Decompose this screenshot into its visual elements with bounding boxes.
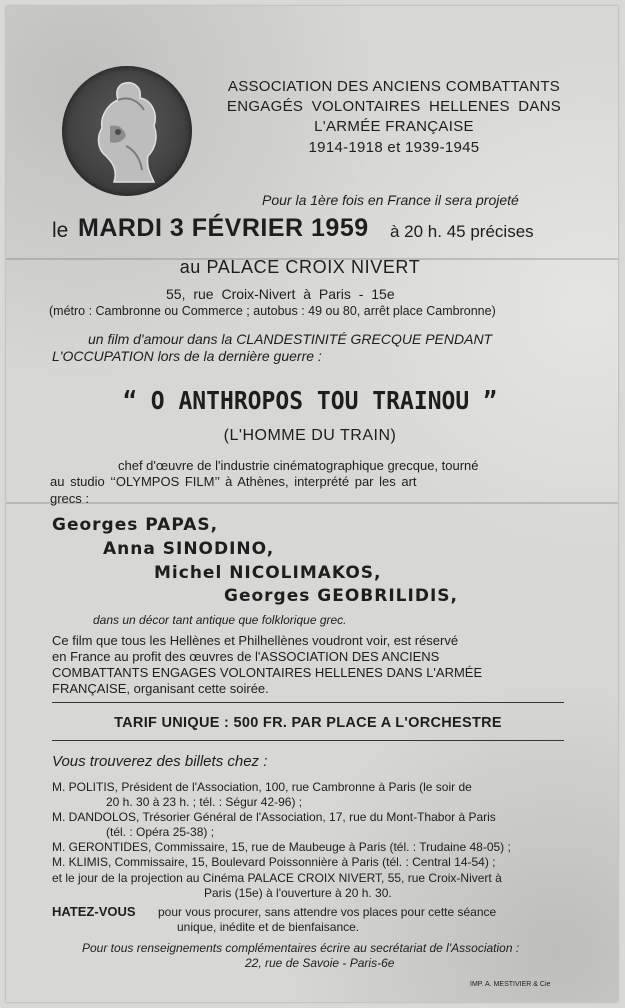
- venue-transport: (métro : Cambronne ou Commerce ; autobus : 49 ou 80, arrêt place Cambronne): [49, 304, 496, 318]
- venue-name: au PALACE CROIX NIVERT: [179, 257, 421, 277]
- seller-klimis: M. KLIMIS, Commissaire, 15, Boulevard Poissonnière à Paris (tél. : Central 14-54) ;: [52, 855, 496, 869]
- intro-text: Pour la 1ère fois en France il sera projeté: [262, 192, 519, 208]
- hatez-line-1: pour vous procurer, sans attendre vos places pour cette séance: [158, 905, 497, 919]
- purpose-line-1: Ce film que tous les Hellènes et Philhellènes voudront voir, est réservé: [52, 633, 459, 648]
- header-line-1: ASSOCIATION DES ANCIENS COMBATTANTS: [227, 78, 561, 95]
- purpose-line-2: en France au profit des œuvres de l'ASSOCIATION DES ANCIENS: [52, 649, 440, 664]
- tickets-heading: Vous trouverez des billets chez :: [52, 753, 268, 770]
- cast-member-2: Anna SINODINO,: [103, 539, 275, 559]
- helmet-medallion: [62, 66, 192, 196]
- seller-gerontides: M. GERONTIDES, Commissaire, 15, rue de Maubeuge à Paris (tél. : Trudaine 48-05) ;: [52, 840, 511, 854]
- fold-line: [6, 502, 618, 504]
- venue-address: 55, rue Croix-Nivert à Paris - 15e: [166, 286, 395, 302]
- header-line-3: L'ARMÉE FRANÇAISE: [314, 118, 474, 135]
- event-time: à 20 h. 45 précises: [390, 222, 534, 241]
- film-title: “ O ANTHROPOS TOU TRAINOU ”: [123, 386, 497, 415]
- header-line-2: ENGAGÉS VOLONTAIRES HELLENES DANS: [226, 98, 562, 115]
- seller-politis-hours: 20 h. 30 à 23 h. ; tél. : Ségur 42-96) ;: [106, 795, 303, 809]
- warrior-helmet-icon: [62, 66, 192, 196]
- tarif-rule: [52, 702, 564, 703]
- purpose-line-3: COMBATTANTS ENGAGES VOLONTAIRES HELLENES DANS L'ARMÉE: [52, 665, 483, 680]
- tarif-text: TARIF UNIQUE : 500 FR. PAR PLACE A L'ORCHESTRE: [114, 715, 502, 731]
- cast-member-1: Georges PAPAS,: [52, 515, 219, 535]
- production-line-1: chef d'œuvre de l'industrie cinématographique grecque, tourné: [118, 458, 479, 473]
- tarif-rule-bottom: [52, 740, 564, 741]
- hatez-label: HATEZ-VOUS: [52, 904, 136, 919]
- event-date: MARDI 3 FÉVRIER 1959: [78, 214, 369, 242]
- decor-note: dans un décor tant antique que folklorique grec.: [93, 613, 347, 627]
- footer-line-1: Pour tous renseignements complémentaires écrire au secrétariat de l'Association :: [82, 941, 520, 955]
- header-dates: 1914-1918 et 1939-1945: [308, 139, 480, 156]
- seller-cinema: et le jour de la projection au Cinéma PALACE CROIX NIVERT, 55, rue Croix-Nivert à: [52, 871, 502, 885]
- cast-member-3: Michel NICOLIMAKOS,: [154, 563, 382, 583]
- seller-dandolos: M. DANDOLOS, Trésorier Général de l'Association, 17, rue du Mont-Thabor à Paris: [52, 810, 496, 824]
- film-description-2: L'OCCUPATION lors de la dernière guerre :: [52, 348, 322, 364]
- film-description-1: un film d'amour dans la CLANDESTINITÉ GRECQUE PENDANT: [88, 331, 493, 347]
- cast-member-4: Georges GEOBRILIDIS,: [224, 586, 458, 606]
- seller-dandolos-phone: (tél. : Opéra 25-38) ;: [106, 825, 215, 839]
- hatez-line-2: unique, inédite et de bienfaisance.: [177, 920, 360, 934]
- footer-address: 22, rue de Savoie - Paris-6e: [245, 956, 395, 970]
- film-subtitle: (L'HOMME DU TRAIN): [223, 427, 397, 444]
- purpose-line-4: FRANÇAISE, organisant cette soirée.: [52, 681, 269, 696]
- printer-mark: IMP. A. MESTIVIER & Cie: [470, 981, 551, 988]
- date-le: le: [52, 219, 69, 242]
- seller-politis: M. POLITIS, Président de l'Association, 100, rue Cambronne à Paris (le soir de: [52, 780, 472, 794]
- seller-cinema-opening: Paris (15e) à l'ouverture à 20 h. 30.: [204, 886, 392, 900]
- production-line-3: grecs :: [50, 491, 90, 506]
- production-line-2: au studio ‘‘OLYMPOS FILM’’ à Athènes, interprété par les art: [50, 474, 417, 489]
